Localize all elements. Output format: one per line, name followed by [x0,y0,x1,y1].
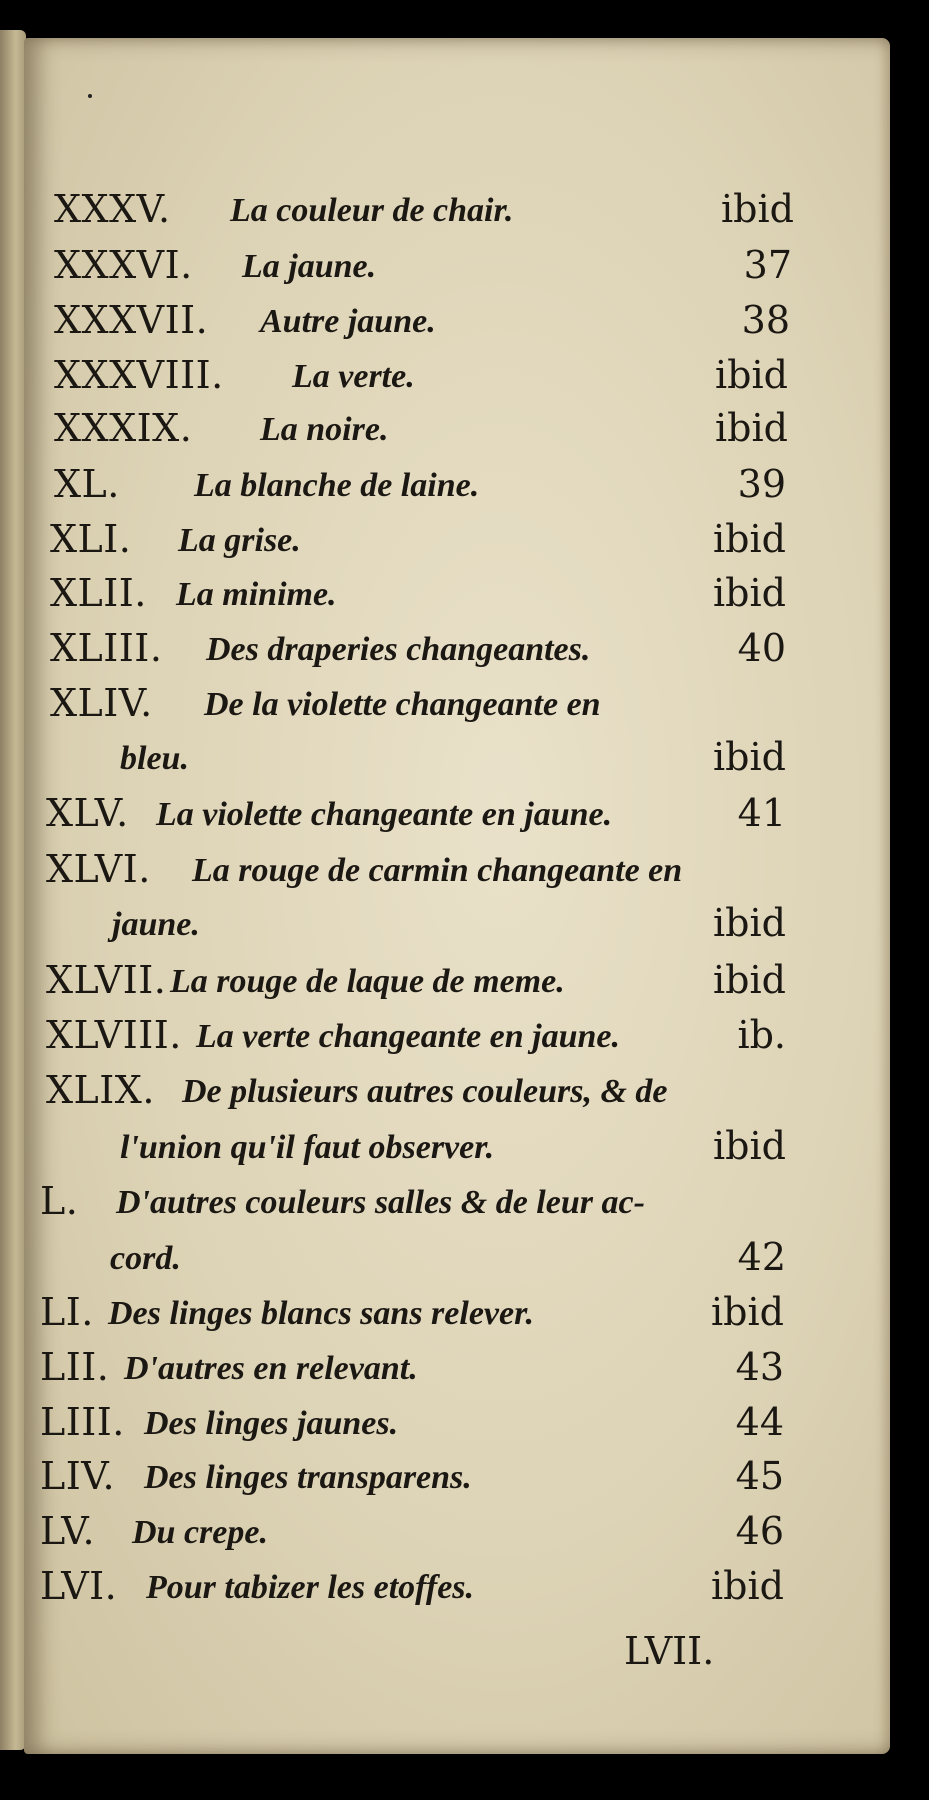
chapter-number: XXXVI. [54,243,193,287]
page-reference: 43 [735,1345,784,1389]
toc-entry [54,297,790,347]
chapter-title: La minime. [176,576,337,613]
page-reference: 40 [737,626,786,670]
toc-entry [54,405,788,455]
toc-entry [40,1344,784,1394]
toc-entry [40,1508,784,1558]
chapter-title: Des linges transparens. [144,1459,472,1496]
toc-entry [50,570,786,620]
toc-entry [50,516,786,566]
page-reference: ibid [713,735,786,779]
chapter-title: De plusieurs autres couleurs, & de [182,1073,668,1110]
chapter-title: D'autres couleurs salles & de leur ac- [116,1184,645,1221]
page-reference: 44 [735,1400,784,1444]
toc-entry [46,900,786,950]
page-reference: ibid [713,901,786,945]
chapter-number: XL. [54,462,120,506]
chapter-number: LIII. [40,1400,125,1444]
chapter-number: L. [40,1179,79,1223]
chapter-title: Autre jaune. [260,303,436,340]
toc-entry [40,1399,784,1449]
toc-entry [50,625,786,675]
chapter-number: LI. [40,1290,94,1334]
chapter-title: La noire. [260,411,389,448]
toc-entry [40,1289,784,1339]
toc-entry [46,846,786,896]
page-reference: 42 [737,1235,786,1279]
chapter-title: La blanche de laine. [194,467,480,504]
chapter-number: XXXV. [54,187,171,231]
toc-entry [40,1453,784,1503]
toc-entry [40,1178,786,1228]
page-reference: 37 [743,243,792,287]
page-reference: ibid [711,1564,784,1608]
toc-entry [40,1234,786,1284]
page-reference: ibid [721,187,794,231]
previous-page-edge [0,30,26,1750]
chapter-title: cord. [110,1240,181,1277]
toc-entry [54,352,788,402]
ink-dot [88,94,92,98]
chapter-number: LII. [40,1345,110,1389]
page-reference: 38 [741,298,790,342]
chapter-number: XLV. [46,791,129,835]
chapter-title: Pour tabizer les etoffes. [146,1569,475,1606]
chapter-title: D'autres en relevant. [124,1350,418,1387]
page [24,38,890,1754]
page-reference: ibid [713,517,786,561]
chapter-title: bleu. [120,740,189,777]
chapter-number: XLVI. [46,847,151,891]
chapter-title: De la violette changeante en [204,686,601,723]
toc-entry [46,790,786,840]
catchword: LVII. [624,1629,715,1673]
chapter-title: La grise. [178,522,301,559]
chapter-title: La verte changeante en jaune. [196,1018,621,1055]
chapter-title: La verte. [292,358,415,395]
chapter-title: Des linges jaunes. [144,1405,399,1442]
chapter-title: l'union qu'il faut observer. [120,1129,495,1166]
page-reference: 46 [735,1509,784,1553]
toc-entry [54,461,786,511]
chapter-number: XXXVII. [54,298,209,342]
chapter-number: LV. [40,1509,96,1553]
chapter-number: LVI. [40,1564,118,1608]
chapter-number: XLI. [50,517,132,561]
chapter-title: La jaune. [242,248,377,285]
chapter-title: Du crepe. [132,1514,268,1551]
toc-entry [46,957,786,1007]
chapter-title: La violette changeante en jaune. [156,796,613,833]
chapter-number: XXXVIII. [54,353,224,397]
chapter-number: LIV. [40,1454,116,1498]
page-reference: ibid [713,1124,786,1168]
chapter-number: XXXIX. [54,406,193,450]
toc-entry [50,680,786,730]
toc-entry [54,186,794,236]
toc-entry [46,1123,786,1173]
chapter-title: La rouge de laque de meme. [170,963,565,1000]
chapter-number: XLVIII. [46,1013,182,1057]
page-reference: 45 [735,1454,784,1498]
chapter-title: La rouge de carmin changeante en [192,852,683,889]
chapter-number: XLII. [50,571,147,615]
page-reference: ibid [715,353,788,397]
toc-entry [50,734,786,784]
toc-entry [46,1012,786,1062]
page-reference: ibid [713,958,786,1002]
chapter-number: XLIX. [46,1068,155,1112]
chapter-number: XLIII. [50,626,163,670]
toc-entry [54,242,792,292]
chapter-title: Des linges blancs sans relever. [108,1295,534,1332]
page-reference: ibid [713,571,786,615]
chapter-number: XLIV. [50,681,153,725]
page-reference: ibid [715,406,788,450]
chapter-title: jaune. [112,906,200,943]
page-reference: 41 [737,791,786,835]
toc-entry [40,1563,784,1613]
chapter-number: XLVII. [46,958,167,1002]
page-reference: ibid [711,1290,784,1334]
chapter-title: La couleur de chair. [230,192,514,229]
toc-entry [46,1067,786,1117]
page-reference: ib. [737,1013,786,1057]
page-reference: 39 [737,462,786,506]
chapter-title: Des draperies changeantes. [206,631,591,668]
